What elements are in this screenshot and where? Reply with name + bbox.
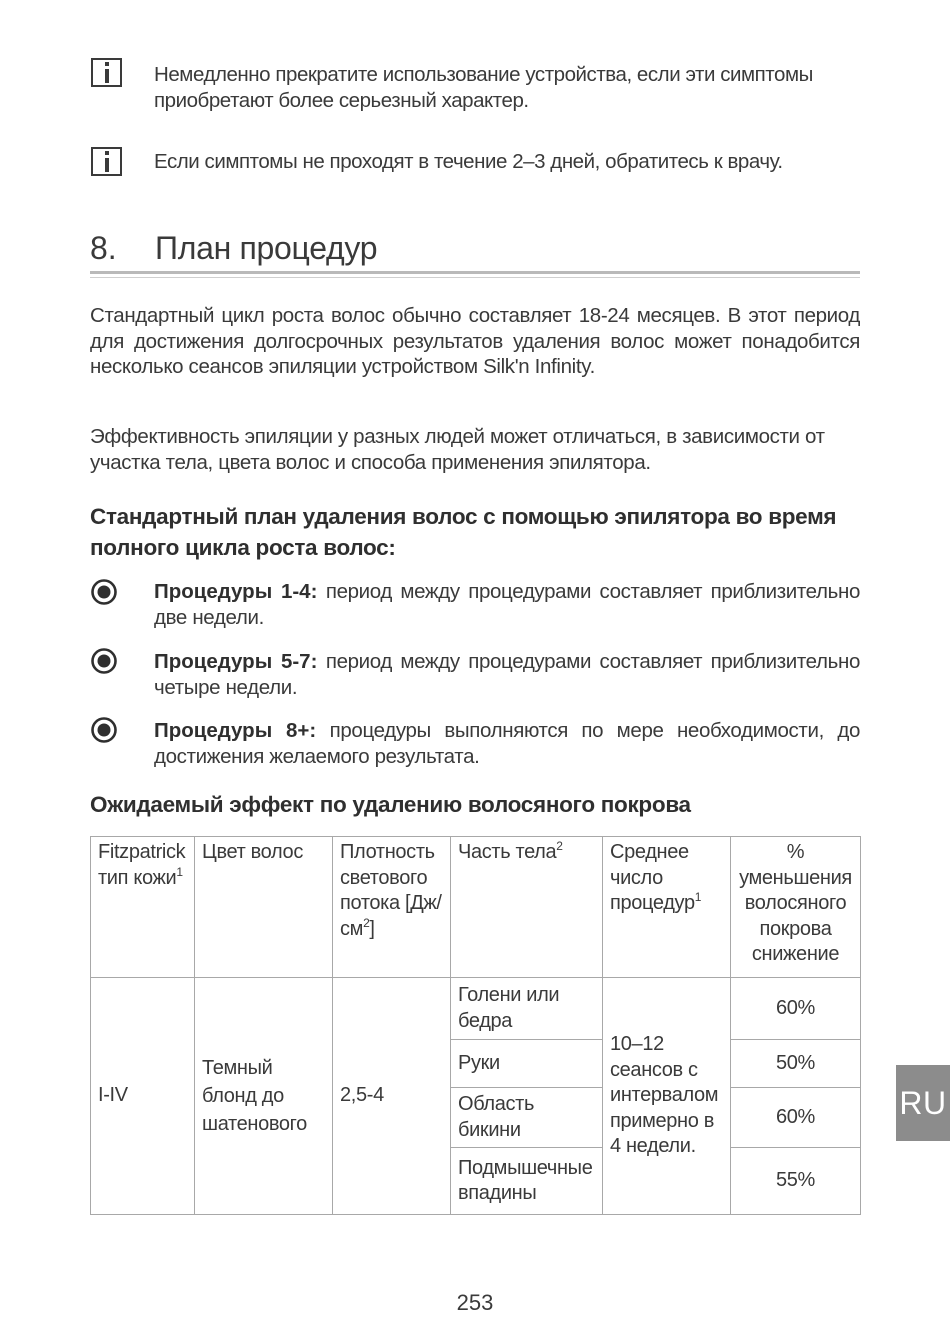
cell-body-part: Подмышечные впадины: [451, 1148, 603, 1215]
plan-heading: Стандартный план удаления волос с помощью эпилятора во время полного цикла роста волос:: [90, 504, 837, 560]
info-icon: [91, 147, 122, 176]
table-row: [91, 978, 861, 1040]
intro-paragraph: Стандартный цикл роста волос обычно составляет 18-24 месяцев. В этот период для достижения долгосрочных результатов удаления волос может понадобится несколько сеансов эпиляции устройством Silk'n Infinity.: [90, 304, 860, 378]
cell-reduction: 50%: [731, 1040, 861, 1088]
header-reduction: % уменьшения волосяного покрова снижение: [731, 837, 861, 978]
radio-bullet-icon: [90, 578, 118, 606]
plan-item: [154, 579, 860, 630]
header-skin-type: Fitzpatrick тип кожи$^1$: [91, 837, 195, 978]
cell-body-part: Голени или бедра: [451, 978, 603, 1040]
header-hair-color: Цвет волос: [195, 837, 333, 978]
header-avg-treatments: Среднее число процедур$^1$: [603, 837, 731, 978]
section-divider: [90, 271, 860, 274]
plan-item-text: период между процедурами составляет приблизительно две недели.: [154, 580, 860, 629]
section-divider: [90, 277, 860, 278]
cell-skin-type: I-IV: [91, 978, 195, 1215]
plan-item-text: процедуры выполняются по мере необходимости, до достижения желаемого результата.: [154, 719, 860, 768]
language-tab: RU: [896, 1065, 950, 1141]
cell-hair-color: Темный блонд до шатенового: [195, 978, 333, 1215]
plan-item-label: Процедуры 1-4:: [154, 580, 318, 603]
plan-item-text: период между процедурами составляет приблизительно четыре недели.: [154, 650, 860, 699]
header-body-part: Часть тела$^2$: [451, 837, 603, 978]
cell-reduction: 60%: [731, 978, 861, 1040]
plan-item-label: Процедуры 8+:: [154, 719, 317, 742]
page-number: 253: [456, 1290, 494, 1315]
radio-bullet-icon: [90, 647, 118, 675]
results-table: [90, 836, 861, 1215]
radio-bullet-icon: [90, 716, 118, 744]
cell-avg-treatments: 10–12 сеансов с интервалом примерно в 4 недели.: [603, 978, 731, 1215]
section-number: 8.: [90, 230, 117, 266]
cell-reduction: 60%: [731, 1088, 861, 1148]
cell-body-part: Руки: [451, 1040, 603, 1088]
table-header-row: [91, 837, 861, 978]
cell-reduction: 55%: [731, 1148, 861, 1215]
note-text: Если симптомы не проходят в течение 2–3 дней, обратитесь к врачу.: [154, 150, 783, 173]
info-icon: [91, 58, 122, 87]
cell-fluence: 2,5-4: [333, 978, 451, 1215]
cell-body-part: Область бикини: [451, 1088, 603, 1148]
plan-item: [154, 718, 860, 769]
plan-item-label: Процедуры 5-7:: [154, 650, 318, 673]
plan-item: [154, 649, 860, 700]
effectiveness-paragraph: Эффективность эпиляции у разных людей может отличаться, в зависимости от участка тела, цвета волос и способа применения эпилятора.: [90, 425, 825, 474]
note-text: Немедленно прекратите использование устройства, если эти симптомы приобретают более серьезный характер.: [154, 63, 813, 112]
section-title: План процедур: [155, 230, 378, 266]
results-heading: Ожидаемый эффект по удалению волосяного покрова: [90, 792, 691, 817]
header-fluence: Плотность светового потока $[Дж/см^2]$: [333, 837, 451, 978]
